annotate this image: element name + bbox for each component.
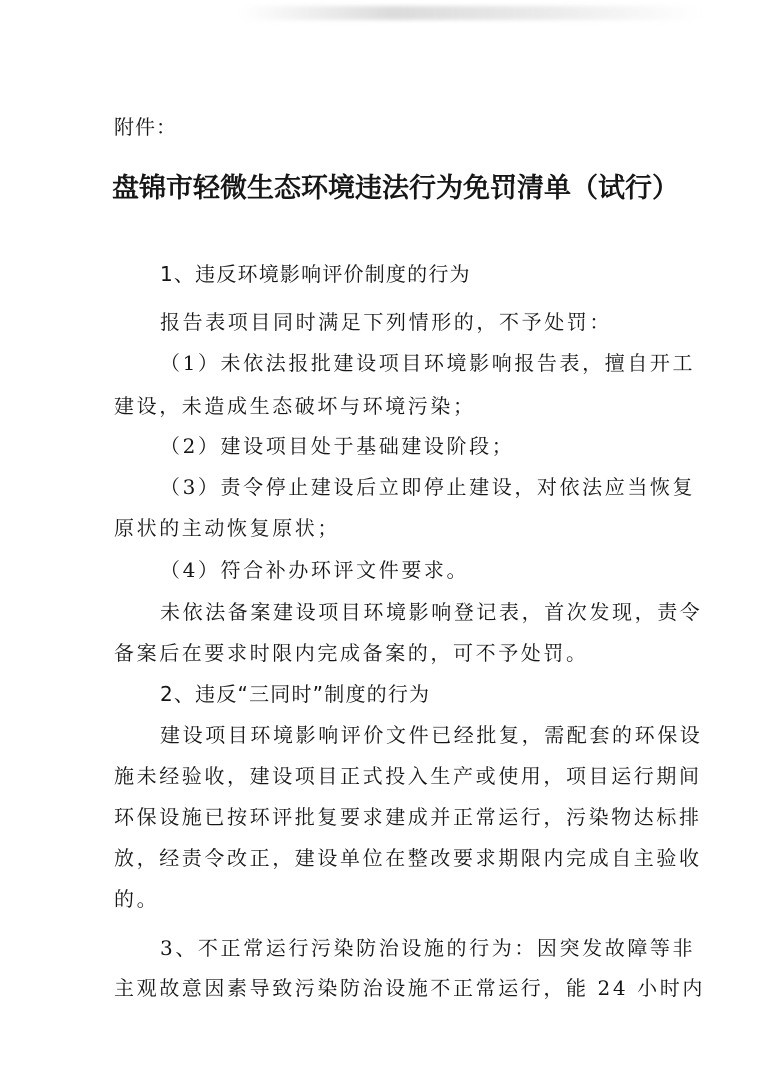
section-1-item-3-line-1: （3）责令停止建设后立即停止建设，对依法应当恢复	[160, 475, 696, 499]
section-2-paragraph-line-2: 施未经验收，建设项目正式投入生产或使用，项目运行期间	[114, 764, 702, 788]
section-1-intro: 报告表项目同时满足下列情形的，不予处罚：	[160, 310, 612, 334]
section-1-item-4: （4）符合补办环评文件要求。	[160, 558, 470, 582]
section-1-record-line-2: 备案后在要求时限内完成备案的，可不予处罚。	[114, 641, 589, 665]
section-2-paragraph-line-1: 建设项目环境影响评价文件已经批复，需配套的环保设	[160, 723, 703, 747]
section-1-record-line-1: 未依法备案建设项目环境影响登记表，首次发现，责令	[160, 600, 703, 624]
section-3-line-1: 3、不正常运行污染防治设施的行为：因突发故障等非	[160, 936, 696, 960]
section-2-paragraph-line-4: 放，经责令改正，建设单位在整改要求期限内完成自主验收	[114, 846, 702, 870]
section-1-heading: 1、违反环境影响评价制度的行为	[160, 262, 471, 286]
section-2-paragraph-line-5: 的。	[114, 887, 160, 911]
section-2-heading: 2、违反“三同时”制度的行为	[160, 682, 431, 706]
section-2-paragraph-line-3: 环保设施已按环评批复要求建成并正常运行，污染物达标排	[114, 805, 702, 829]
section-1-item-3-line-2: 原状的主动恢复原状；	[114, 516, 340, 540]
section-3-line-2: 主观故意因素导致污染防治设施不正常运行，能 24 小时内	[114, 976, 705, 1000]
section-1-item-1-line-1: （1）未依法报批建设项目环境影响报告表，擅自开工	[160, 351, 696, 375]
scan-artifact	[240, 6, 700, 20]
attachment-label: 附件：	[114, 115, 177, 139]
page-title: 盘锦市轻微生态环境违法行为免罚清单（试行）	[112, 173, 679, 204]
section-1-item-1-line-2: 建设，未造成生态破坏与环境污染；	[114, 394, 476, 418]
section-1-item-2: （2）建设项目处于基础建设阶段；	[160, 434, 515, 458]
